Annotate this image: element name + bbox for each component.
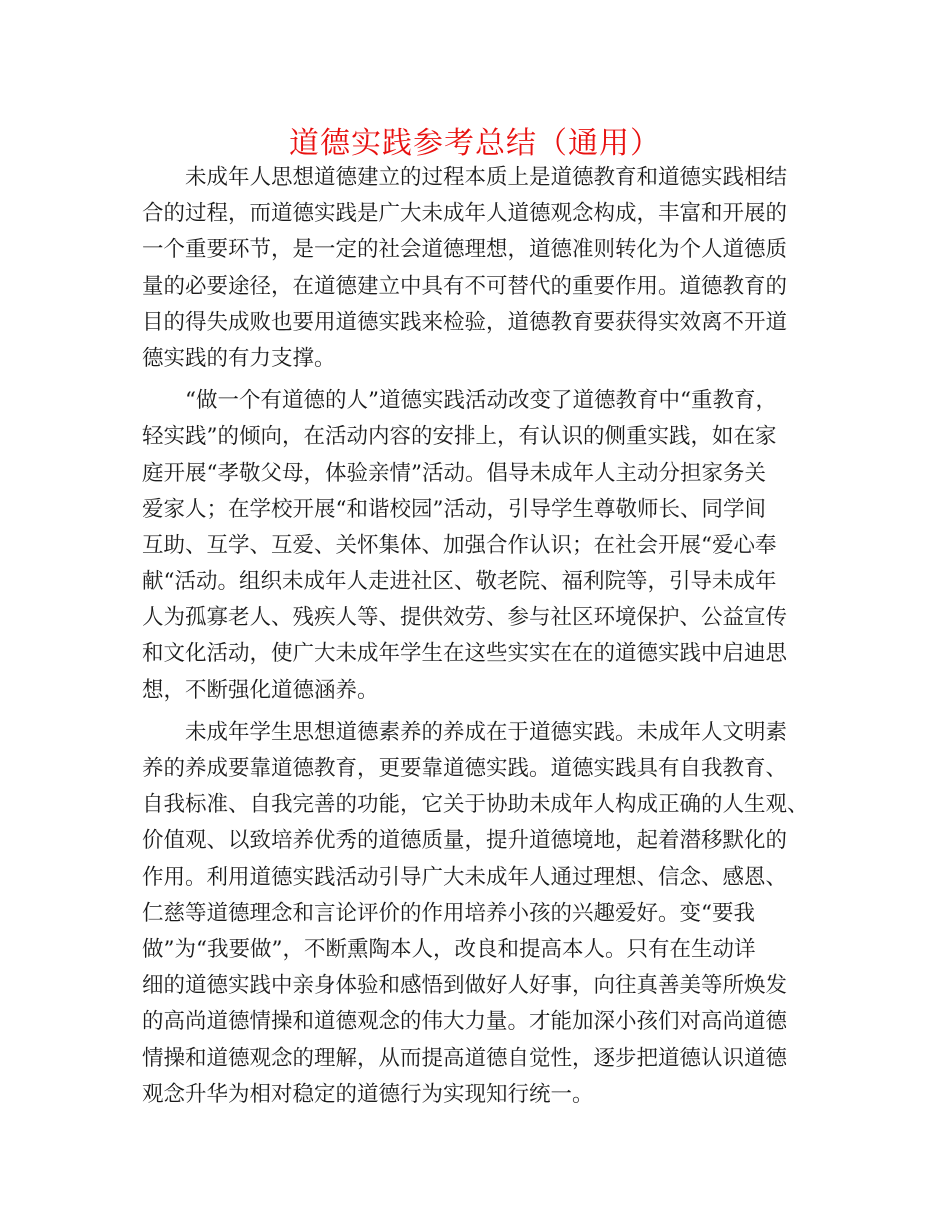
- paragraph-line: 人为孤寡老人、残疾人等、提供效劳、参与社区环境保护、公益宣传: [142, 605, 788, 631]
- paragraph-line: 情操和道德观念的理解，从而提高道德自觉性，逐步把道德认识道德: [142, 1045, 788, 1071]
- paragraph-line: 做”为“我要做”，不断熏陶本人，改良和提高本人。只有在生动详: [142, 936, 756, 962]
- paragraph-line: 养的养成要靠道德教育，更要靠道德实践。道德实践具有自我教育、: [142, 756, 788, 781]
- paragraph-line: 德实践的有力支撑。: [142, 345, 336, 371]
- paragraph-line: 庭开展“孝敬父母，体验亲情”活动。倡导未成年人主动分担家务关: [142, 460, 766, 486]
- paragraph-line: 合的过程，而道德实践是广大未成年人道德观念构成，丰富和开展的: [142, 201, 788, 227]
- paragraph-line: “做一个有道德的人”道德实践活动改变了道德教育中“重教育，: [142, 388, 777, 414]
- paragraph-line: 的高尚道德情操和道德观念的伟大力量。才能加深小孩们对高尚道德: [142, 1009, 788, 1035]
- paragraph-line: 互助、互学、互爱、关怀集体、加强合作认识；在社会开展“爱心奉: [142, 532, 777, 558]
- paragraph-line: 和文化活动，使广大未成年学生在这些实实在在的道德实践中启迪思: [142, 641, 788, 667]
- paragraph-1: [142, 160, 832, 377]
- paragraph-line: 献“活动。组织未成年人走进社区、敬老院、福利院等，引导未成年: [142, 569, 777, 595]
- paragraph-line: 价值观、以致培养优秀的道德质量，提升道德境地，起着潜移默化的: [142, 828, 788, 854]
- paragraph-line: 观念升华为相对稳定的道德行为实现知行统一。: [142, 1081, 594, 1107]
- paragraph-line: 量的必要途径，在道德建立中具有不可替代的重要作用。道德教育的: [142, 273, 788, 299]
- paragraph-3: [142, 715, 832, 1113]
- paragraph-line: 仁慈等道德理念和言论评价的作用培养小孩的兴趣爱好。变“要我: [142, 900, 755, 926]
- paragraph-line: 想，不断强化道德涵养。: [142, 677, 379, 703]
- document-title: 道德实践参考总结（通用）: [289, 126, 661, 161]
- paragraph-line: 未成年人思想道德建立的过程本质上是道德教育和道德实践相结: [142, 165, 788, 190]
- paragraph-line: 作用。利用道德实践活动引导广大未成年人通过理想、信念、感恩、: [142, 864, 788, 890]
- paragraph-line: 自我标准、自我完善的功能，它关于协助未成年人构成正确的人生观、: [142, 792, 809, 818]
- paragraph-line: 细的道德实践中亲身体验和感悟到做好人好事，向往真善美等所焕发: [142, 973, 788, 999]
- paragraph-line: 一个重要环节，是一定的社会道德理想，道德准则转化为个人道德质: [142, 237, 788, 263]
- paragraph-line: 未成年学生思想道德素养的养成在于道德实践。未成年人文明素: [142, 719, 788, 745]
- paragraph-line: 轻实践”的倾向，在活动内容的安排上，有认识的侧重实践，如在家: [142, 424, 777, 450]
- document-body: [142, 160, 832, 1113]
- paragraph-2: [142, 383, 832, 709]
- paragraph-line: 爱家人；在学校开展“和谐校园”活动，引导学生尊敬师长、同学间: [142, 496, 766, 522]
- paragraph-line: 目的得失成败也要用道德实践来检验，道德教育要获得实效离不开道: [142, 309, 788, 335]
